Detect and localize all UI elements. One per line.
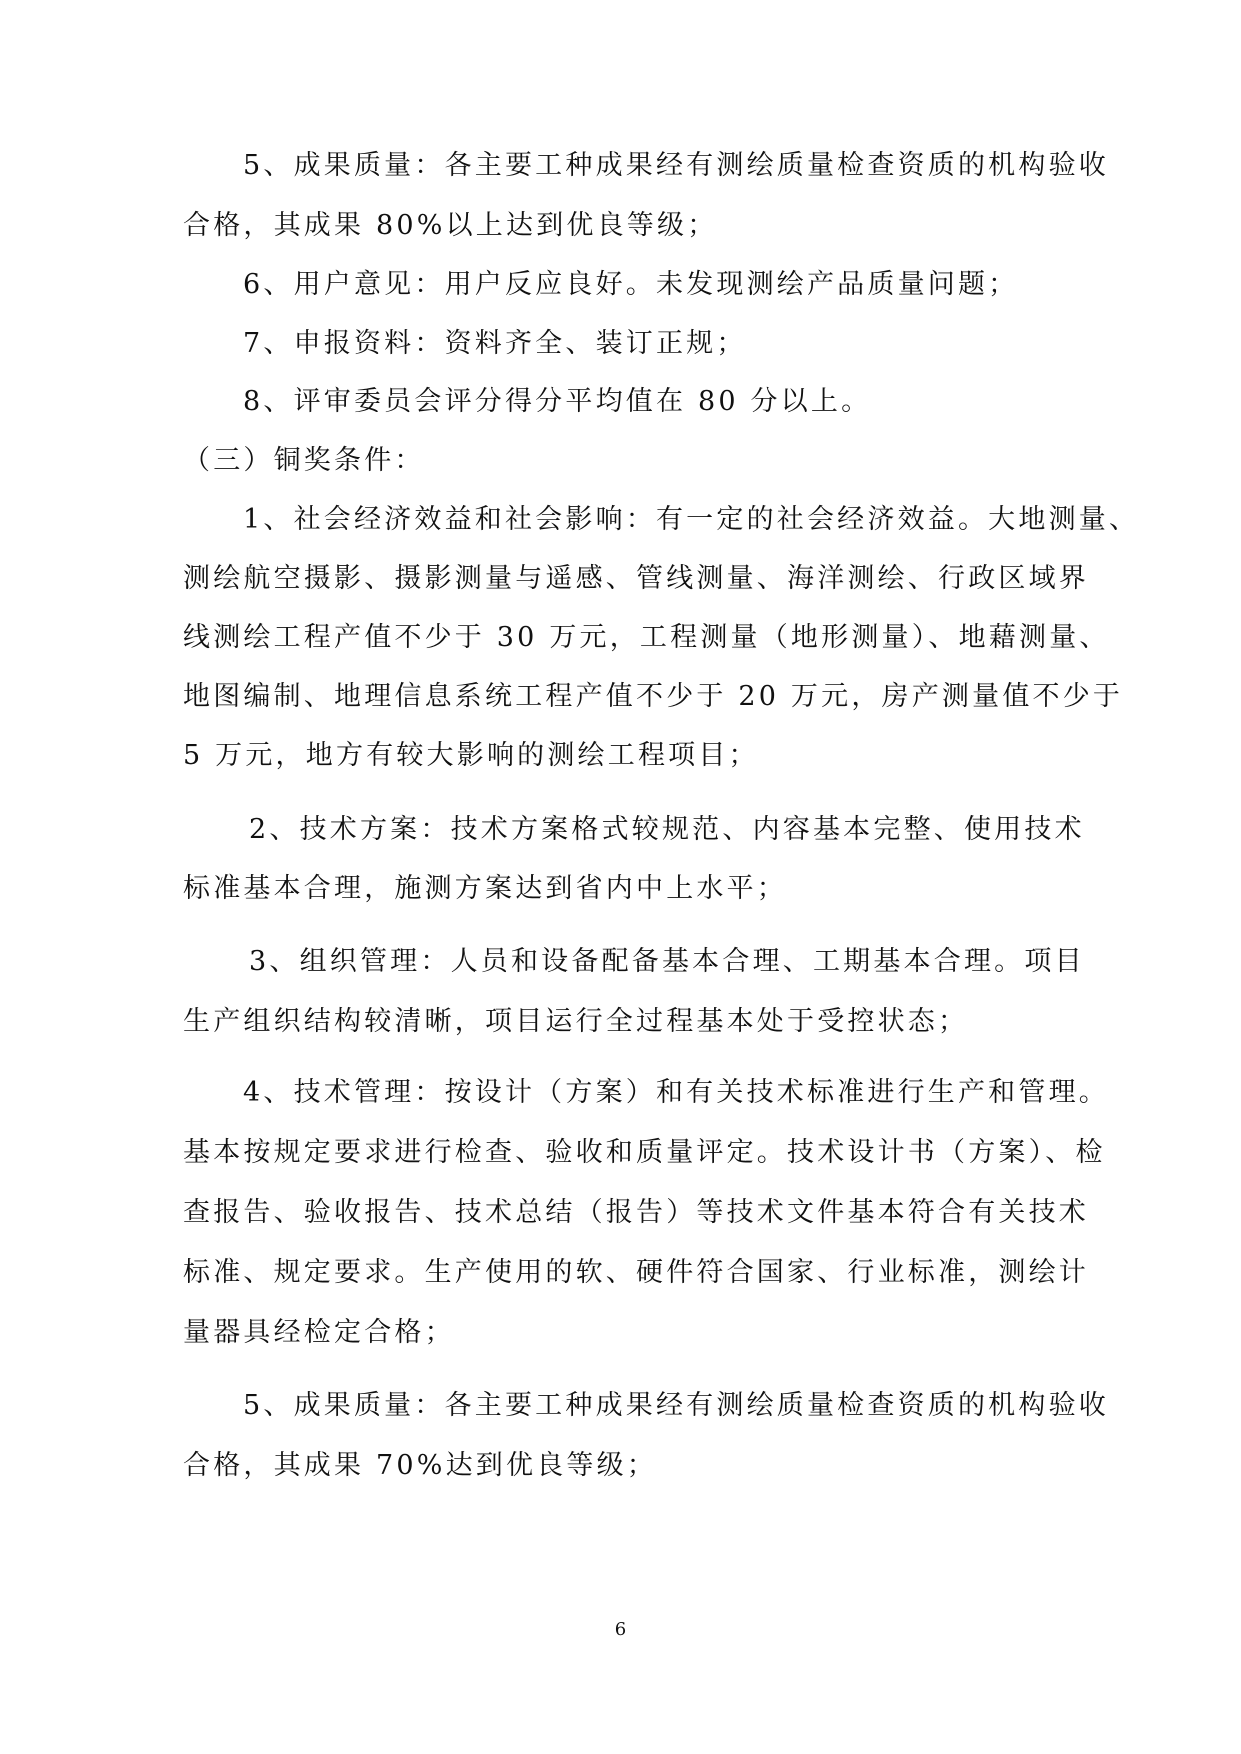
- paragraph-line: 6、用户意见：用户反应良好。未发现测绘产品质量问题；: [243, 269, 1019, 300]
- paragraph-line: 5 万元，地方有较大影响的测绘工程项目；: [183, 740, 759, 771]
- paragraph-line: 线测绘工程产值不少于 30 万元，工程测量（地形测量）、地藉测量、: [183, 622, 1110, 653]
- paragraph-line: 3、组织管理：人员和设备配备基本合理、工期基本合理。项目: [249, 946, 1085, 977]
- paragraph-line: 5、成果质量：各主要工种成果经有测绘质量检查资质的机构验收: [243, 1390, 1109, 1421]
- paragraph-line: 5、成果质量：各主要工种成果经有测绘质量检查资质的机构验收: [243, 150, 1109, 181]
- paragraph-line: 基本按规定要求进行检查、验收和质量评定。技术设计书（方案）、检: [183, 1137, 1106, 1168]
- paragraph-line: 7、申报资料：资料齐全、装订正规；: [243, 328, 747, 359]
- paragraph-line: 2、技术方案：技术方案格式较规范、内容基本完整、使用技术: [249, 814, 1085, 845]
- paragraph-line: 合格，其成果 70%达到优良等级；: [183, 1450, 657, 1481]
- paragraph-line: 量器具经检定合格；: [183, 1317, 455, 1348]
- paragraph-line: 4、技术管理：按设计（方案）和有关技术标准进行生产和管理。: [243, 1077, 1109, 1108]
- paragraph-line: 地图编制、地理信息系统工程产值不少于 20 万元，房产测量值不少于: [183, 681, 1124, 712]
- paragraph-line: 标准、规定要求。生产使用的软、硬件符合国家、行业标准，测绘计: [183, 1257, 1089, 1288]
- page-number: 6: [614, 1619, 627, 1640]
- section-heading: （三）铜奖条件：: [183, 445, 425, 476]
- paragraph-line: 生产组织结构较清晰，项目运行全过程基本处于受控状态；: [183, 1006, 969, 1037]
- paragraph-line: 查报告、验收报告、技术总结（报告）等技术文件基本符合有关技术: [183, 1197, 1089, 1228]
- paragraph-line: 标准基本合理，施测方案达到省内中上水平；: [183, 873, 787, 904]
- paragraph-line: 测绘航空摄影、摄影测量与遥感、管线测量、海洋测绘、行政区域界: [183, 563, 1089, 594]
- paragraph-line: 合格，其成果 80%以上达到优良等级；: [183, 210, 718, 241]
- paragraph-line: 1、社会经济效益和社会影响：有一定的社会经济效益。大地测量、: [243, 504, 1140, 535]
- paragraph-line: 8、评审委员会评分得分平均值在 80 分以上。: [243, 386, 872, 417]
